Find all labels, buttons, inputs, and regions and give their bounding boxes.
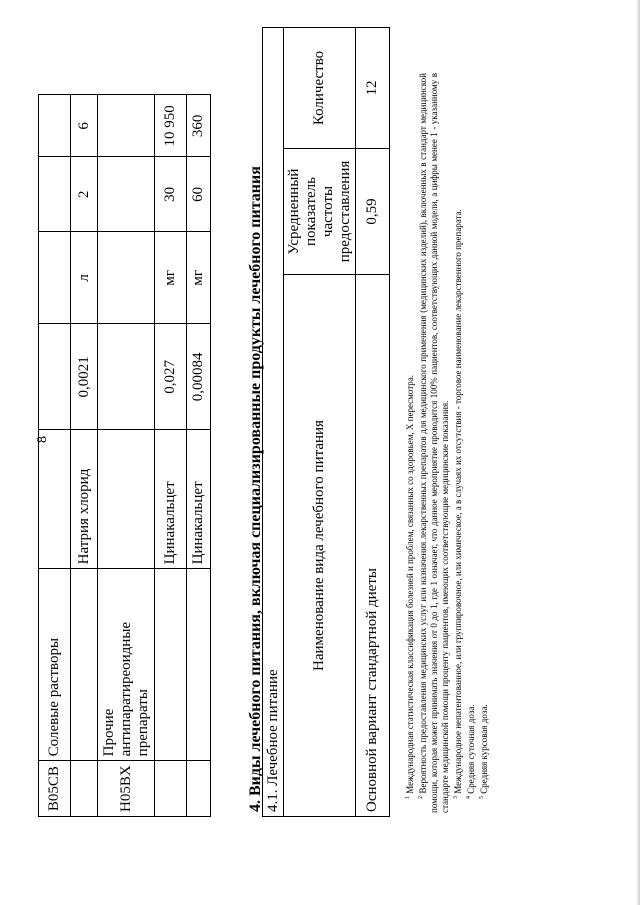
diet-frequency-cell: 0,59 — [356, 149, 390, 275]
dose-value-cell — [39, 324, 71, 430]
diet-header-row — [284, 28, 356, 817]
total-cell — [39, 95, 71, 157]
frequency-cell: 60 — [187, 157, 211, 232]
diet-quantity-cell: 12 — [356, 28, 390, 149]
group-cell — [187, 569, 211, 761]
group-cell: Прочие антипаратиреоидные препараты — [98, 569, 155, 761]
drug-table-row — [39, 95, 71, 817]
section-title: 4. Виды лечебного питания, включая специализированные продукты лечебного питания — [247, 166, 264, 812]
drug-name-cell — [98, 430, 155, 569]
drug-table-row — [187, 95, 211, 817]
atc-code-cell: H05BX — [98, 761, 155, 817]
dose-value-cell: 0,00084 — [187, 324, 211, 430]
unit-cell: л — [71, 232, 98, 324]
total-cell: 360 — [187, 95, 211, 157]
drug-table — [38, 94, 211, 817]
unit-cell: мг — [187, 232, 211, 324]
unit-cell — [98, 232, 155, 324]
drug-name-cell: Цинакальцет — [155, 430, 187, 569]
diet-table — [262, 27, 390, 817]
total-cell — [98, 95, 155, 157]
footnotes — [403, 73, 490, 813]
footnote: $^3$ Международное непатентованное, или группировочное, или химическое, а в случаях их отсутствия - торговое наименование лекарственного препарата. — [453, 209, 463, 799]
frequency-cell — [39, 157, 71, 232]
atc-code-cell — [155, 761, 187, 817]
drug-table-row — [155, 95, 187, 817]
page-number: 8 — [35, 436, 50, 443]
diet-subheading: 4.1. Лечебное питание — [263, 28, 284, 817]
atc-code-cell — [187, 761, 211, 817]
drug-name-cell — [39, 430, 71, 569]
frequency-cell: 2 — [71, 157, 98, 232]
footnote: $^4$ Средняя суточная доза. — [466, 704, 476, 799]
unit-cell — [39, 232, 71, 324]
drug-name-cell: Цинакальцет — [187, 430, 211, 569]
diet-name-cell: Основной вариант стандартной диеты — [356, 275, 390, 817]
dose-value-cell: 0,027 — [155, 324, 187, 430]
frequency-cell: 30 — [155, 157, 187, 232]
atc-code-cell — [71, 761, 98, 817]
header-diet-name: Наименование вида лечебного питания — [284, 275, 356, 817]
dose-value-cell — [98, 324, 155, 430]
header-diet-quantity: Количество — [284, 28, 356, 149]
group-cell — [155, 569, 187, 761]
header-diet-frequency: Усредненный показатель частоты предоставления — [284, 149, 356, 275]
group-cell: Солевые растворы — [39, 569, 71, 761]
drug-table-row — [98, 95, 155, 817]
unit-cell: мг — [155, 232, 187, 324]
drug-table-row — [71, 95, 98, 817]
diet-row — [356, 28, 390, 817]
dose-value-cell: 0,0021 — [71, 324, 98, 430]
frequency-cell — [98, 157, 155, 232]
total-cell: 10 950 — [155, 95, 187, 157]
total-cell: 6 — [71, 95, 98, 157]
group-cell — [71, 569, 98, 761]
footnote: $^5$ Средняя курсовая доза. — [479, 704, 489, 799]
drug-name-cell: Натрия хлорид — [71, 430, 98, 569]
atc-code-cell: B05CB — [39, 761, 71, 817]
footnote: $^1$ Международная статистическая классификация болезней и проблем, связанных со здоровьем, X пересмотра. — [405, 374, 415, 799]
footnote: $^2$ Вероятность предоставления медицинских услуг или назначения лекарственных препаратов для медицинского применения (медицинских изделий), включенных в стандарт медицинской помощи, которая может принимать значения от 0 до 1, где 1 означает, что данное мероприятие проводится 100% пациентов, соответствующих данной модели, а цифры менее 1 - указанному в стандарте медицинской помощи проценту пациентов, имеющих соответствующие медицинские показания. — [418, 73, 450, 813]
